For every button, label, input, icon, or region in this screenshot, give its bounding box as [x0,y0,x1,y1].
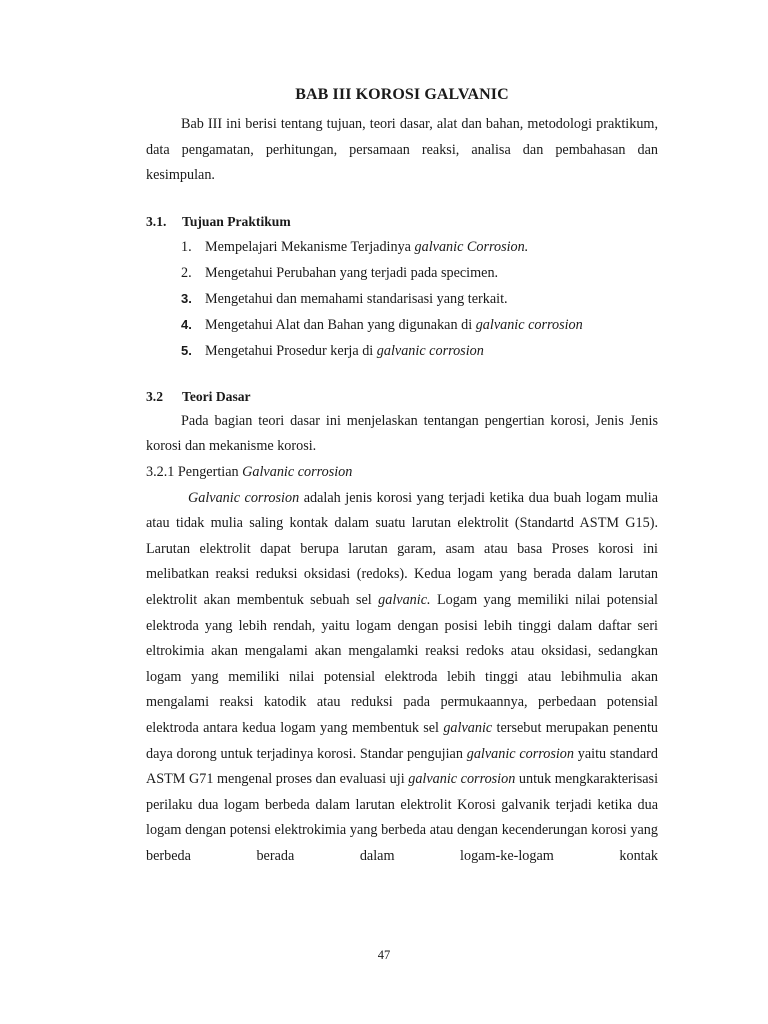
document-page [146,86,658,869]
chapter-intro: Bab III ini berisi tentang tujuan, teori dasar, alat dan bahan, metodologi praktikum, data pengamatan, perhitungan, persamaan reaksi, analisa dan pembahasan dan kesimpulan. [146,116,658,184]
chapter-title: BAB III KOROSI GALVANIC [295,86,509,103]
list-item: 2. Mengetahui Perubahan yang terjadi pada specimen. [181,264,499,281]
section-number: 3.1. [146,213,167,229]
section-3-2-heading [146,384,658,409]
page-number: 47 [377,948,391,962]
section-3-1-heading [146,209,658,234]
subsection-3-2-1-heading: 3.2.1 Pengertian Galvanic corrosion [146,463,353,480]
objectives-list [146,234,658,364]
galvanic-corrosion-paragraph: Galvanic corrosion adalah jenis korosi yang terjadi ketika dua buah logam mulia atau tidak mulia saling kontak dalam suatu larutan elektrolit (Standartd ASTM G15). Larutan elektrolit dapat berupa larutan garam, asam atau basa Proses korosi ini melibatkan reaksi reduksi oksidasi (redoks). Kedua logam yang berada dalam larutan elektrolit akan membentuk sebuah sel galvanic. Logam yang memiliki nilai potensial elektroda yang lebih rendah, yaitu logam dengan posisi lebih tinggi dalam daftar seri eltrokimia akan mengalami akan mengalamki reaksi redoks atau oksidasi, sedangkan logam yang memiliki nilai potensial elektroda lebih tinggi atau lebihmulia akan mengalami reaksi katodik atau reduksi pada permukaannya, perbedaan potensial elektroda antara kedua logam yang membentuk sel galvanic tersebut merupakan penentu daya dorong untuk terjadinya korosi. Standar pengujian galvanic corrosion yaitu standard ASTM G71 mengenal proses dan evaluasi uji galvanic corrosion untuk mengkarakterisasi perilaku dua logam berbeda dalam larutan elektrolit Korosi galvanik terjadi ketika dua logam dengan potensi elektrokimia yang berbeda atau dengan kecenderungan korosi yang berbeda berada dalam logam-ke-logam kontak [146,489,659,864]
section-title: Tujuan Praktikum [182,213,291,229]
theory-intro: Pada bagian teori dasar ini menjelaskan tentangan pengertian korosi, Jenis Jenis korosi dan mekanisme korosi. [146,412,658,455]
section-number: 3.2 [146,388,163,404]
section-title: Teori Dasar [182,388,251,404]
list-item: 4. Mengetahui Alat dan Bahan yang digunakan di galvanic corrosion [181,316,583,333]
list-item: 5. Mengetahui Prosedur kerja di galvanic corrosion [181,342,484,359]
list-item: 1. Mempelajari Mekanisme Terjadinya galvanic Corrosion. [181,238,529,255]
list-item: 3. Mengetahui dan memahami standarisasi yang terkait. [181,290,508,307]
